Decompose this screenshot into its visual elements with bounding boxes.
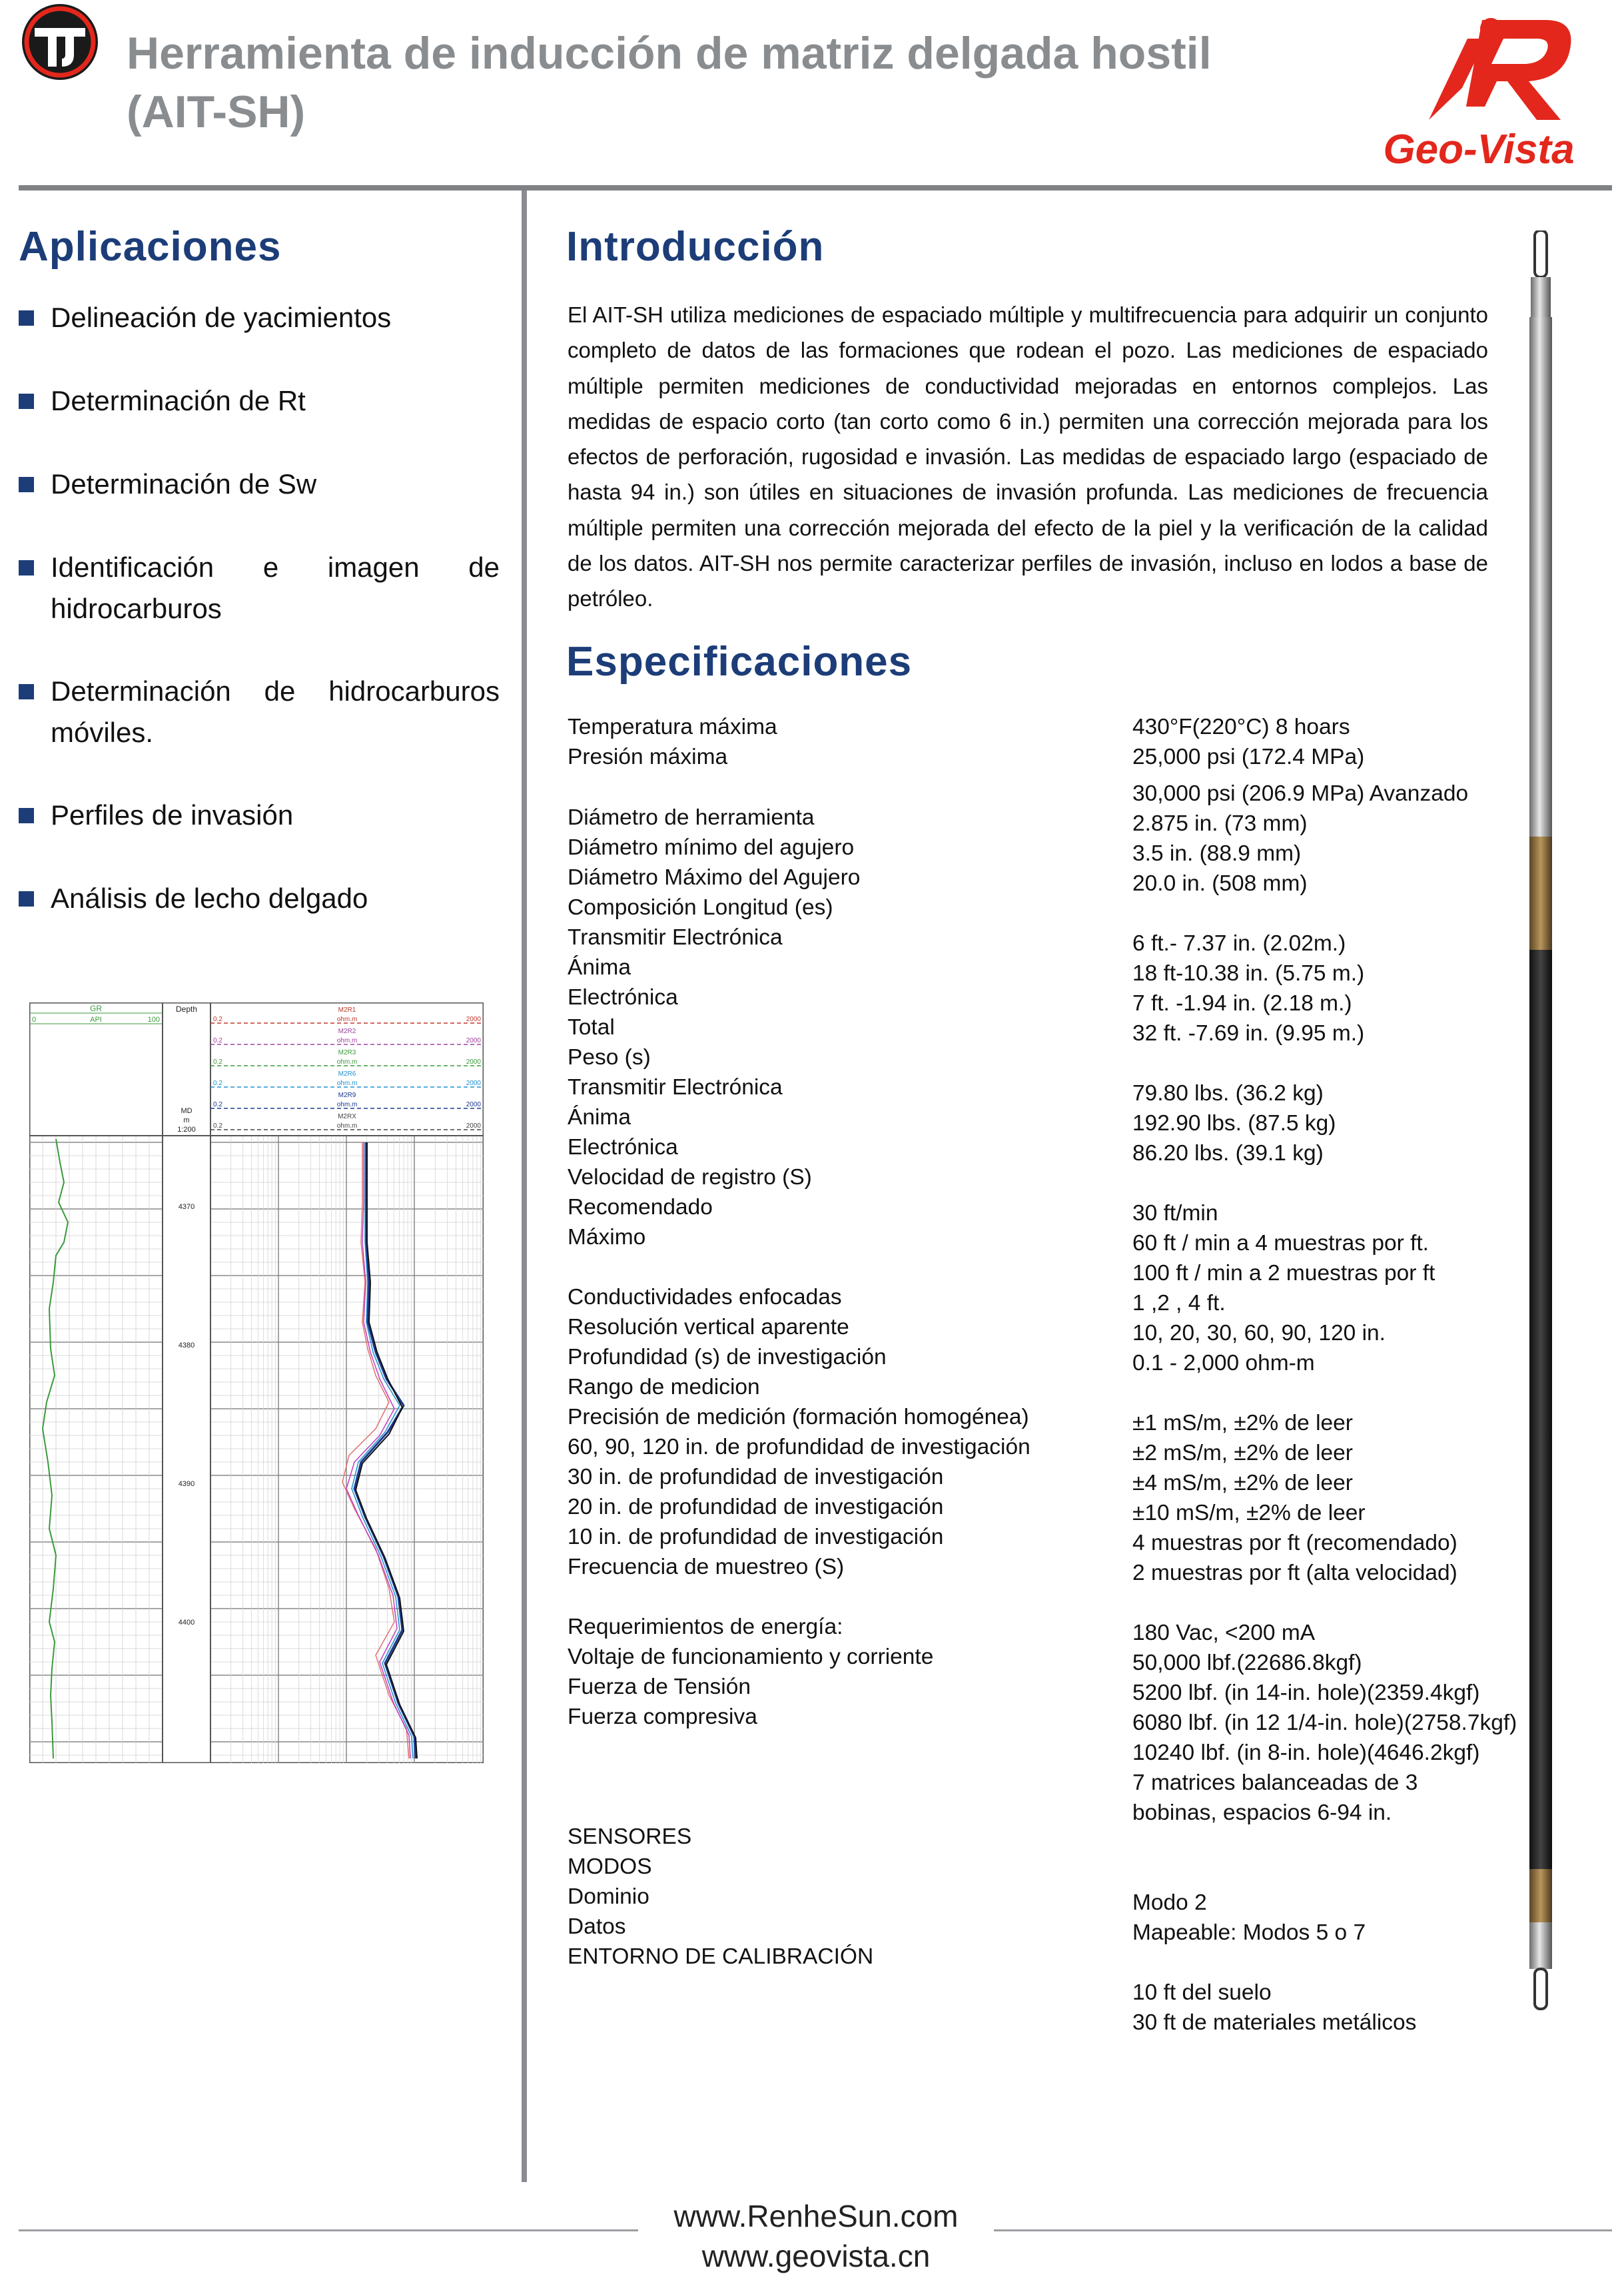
application-item [19, 671, 500, 753]
spec-value: 2.875 in. (73 mm) [1132, 811, 1308, 836]
spec-value: ±2 mS/m, ±2% de leer [1132, 1441, 1353, 1465]
spec-label: Transmitir Electrónica [568, 1075, 783, 1100]
application-item [19, 464, 500, 505]
curve-header-unit: ohm.m [336, 1101, 358, 1108]
spec-value: 60 ft / min a 4 muestras por ft. [1132, 1231, 1429, 1256]
introduction-paragraph: El AIT-SH utiliza mediciones de espaciado múltiple y multifrecuencia para adquirir un conjunto completo de datos de las formaciones que rodean el pozo. Las mediciones de espaciado múltiple permiten mediciones de conductividad mejoradas en entornos complejos. Las medidas de espacio corto (tan corto como 6 in.) permiten una corrección mejorada para los efectos de perforación, rugosidad e invasión. Las medidas de espaciado largo (espaciado de hasta 94 in.) son útiles en situaciones de invasión profunda. Las mediciones de frecuencia múltiple permiten una corrección mejorada del efecto de la piel y la verificación de la calidad de los datos. AIT-SH nos permite caracterizar perfiles de invasión, incluso en lodos a base de petróleo. [568, 302, 1488, 611]
spec-value: 25,000 psi (172.4 MPa) [1132, 745, 1365, 769]
spec-label: Temperatura máxima [568, 715, 777, 739]
spec-value: 0.1 - 2,000 ohm-m [1132, 1351, 1315, 1375]
spec-label: Composición Longitud (es) [568, 895, 833, 920]
spec-value: 30 ft de materiales metálicos [1132, 2010, 1417, 2035]
application-text: Delineación de yacimientos [51, 302, 392, 333]
curve-header-max: 2000 [466, 1080, 481, 1087]
curve-header-name: M2R3 [338, 1049, 356, 1056]
spec-label: Fuerza compresiva [568, 1705, 757, 1729]
spec-value: 430°F(220°C) 8 hoars [1132, 715, 1350, 739]
spec-label: 30 in. de profundidad de investigación [568, 1465, 944, 1489]
applications-heading: Aplicaciones [19, 224, 282, 270]
square-bullet-icon [19, 808, 34, 823]
spec-label: Diámetro mínimo del agujero [568, 835, 855, 860]
application-item [19, 380, 500, 422]
spec-value: 79.80 lbs. (36.2 kg) [1132, 1081, 1324, 1106]
spec-label: Resolución vertical aparente [568, 1315, 849, 1339]
spec-label: Recomendado [568, 1195, 713, 1220]
depth-unit-label: m [183, 1116, 190, 1124]
spec-label: Precisión de medición (formación homogénea) [568, 1405, 1029, 1429]
spec-label: SENSORES [568, 1824, 692, 1849]
application-text: Determinación de Sw [51, 468, 317, 500]
depth-label: 4390 [178, 1480, 195, 1488]
square-bullet-icon [19, 560, 34, 575]
square-bullet-icon [19, 891, 34, 907]
gr-curve-name: GR [90, 1004, 102, 1013]
square-bullet-icon [19, 394, 34, 409]
spec-value: ±4 mS/m, ±2% de leer [1132, 1471, 1353, 1495]
spec-value: 30,000 psi (206.9 MPa) Avanzado [1132, 781, 1469, 806]
application-text: Determinación de hidrocarburos móviles. [51, 675, 500, 748]
depth-label: 4370 [178, 1203, 195, 1211]
spec-value: 50,000 lbf.(22686.8kgf) [1132, 1651, 1362, 1675]
curve-header-min: 0.2 [213, 1122, 222, 1130]
spec-label: Conductividades enfocadas [568, 1285, 842, 1310]
spec-value: 192.90 lbs. (87.5 kg) [1132, 1111, 1336, 1136]
curve-header-name: M2R9 [338, 1092, 356, 1099]
geovista-logo [1349, 0, 1615, 170]
spec-value: 7 ft. -1.94 in. (2.18 m.) [1132, 991, 1352, 1016]
spec-value: 180 Vac, <200 mA [1132, 1621, 1316, 1645]
curve-header-name: M2R2 [338, 1028, 356, 1035]
spec-value: 10240 lbf. (in 8-in. hole)(4646.2kgf) [1132, 1740, 1480, 1765]
header-rule [19, 185, 1612, 191]
geovista-wordmark: Geo-Vista [1383, 127, 1575, 170]
spec-value: bobinas, espacios 6-94 in. [1132, 1800, 1392, 1825]
introduction-heading: Introducción [566, 224, 825, 270]
curve-header-max: 2000 [466, 1058, 481, 1066]
curve-header-max: 2000 [466, 1122, 481, 1130]
footer-rule-left [19, 2229, 638, 2231]
curve-header-unit: ohm.m [336, 1058, 358, 1066]
footer-link-geovista[interactable]: www.geovista.cn [701, 2239, 931, 2273]
spec-value: 6080 lbf. (in 12 1/4-in. hole)(2758.7kgf) [1132, 1711, 1517, 1735]
depth-label: 4380 [178, 1341, 195, 1349]
spec-value: 7 matrices balanceadas de 3 [1132, 1770, 1418, 1795]
document-title: Herramienta de inducción de matriz delgada hostil (AIT-SH) [127, 28, 1212, 137]
gr-scale-max: 100 [147, 1016, 160, 1024]
spec-label: Total [568, 1015, 615, 1040]
spec-value: 10, 20, 30, 60, 90, 120 in. [1132, 1321, 1386, 1345]
spec-value: 5200 lbf. (in 14-in. hole)(2359.4kgf) [1132, 1681, 1480, 1705]
spec-label: Datos [568, 1914, 626, 1939]
gr-scale-min: 0 [32, 1016, 37, 1024]
curve-header-min: 0.2 [213, 1016, 222, 1023]
specifications-heading: Especificaciones [566, 639, 913, 685]
spec-label: 20 in. de profundidad de investigación [568, 1495, 944, 1519]
square-bullet-icon [19, 684, 34, 699]
depth-track-title: Depth [175, 1004, 198, 1014]
curve-header-name: M2R1 [338, 1006, 356, 1014]
spec-label: Electrónica [568, 1135, 678, 1160]
curve-header-min: 0.2 [213, 1037, 222, 1044]
application-item [19, 878, 500, 919]
spec-value: Modo 2 [1132, 1890, 1207, 1915]
spec-value: 18 ft-10.38 in. (5.75 m.) [1132, 961, 1365, 986]
curve-header-max: 2000 [466, 1101, 481, 1108]
depth-md-label: MD [181, 1107, 193, 1115]
spec-label: MODOS [568, 1854, 652, 1879]
spec-value: Mapeable: Modos 5 o 7 [1132, 1920, 1366, 1945]
well-log-chart [29, 1002, 484, 1763]
application-text: Perfiles de invasión [51, 799, 294, 831]
application-text: Identificación e imagen de hidrocarburos [51, 552, 500, 624]
square-bullet-icon [19, 477, 34, 492]
application-text: Análisis de lecho delgado [51, 883, 368, 914]
square-bullet-icon [19, 310, 34, 326]
spec-value: 30 ft/min [1132, 1201, 1218, 1226]
spec-value: 20.0 in. (508 mm) [1132, 871, 1308, 896]
spec-label: Transmitir Electrónica [568, 925, 783, 950]
spec-value: 86.20 lbs. (39.1 kg) [1132, 1141, 1324, 1166]
curve-header-unit: ohm.m [336, 1080, 358, 1087]
curve-header-unit: ohm.m [336, 1016, 358, 1023]
curve-header-name: M2R6 [338, 1070, 356, 1078]
depth-scale-label: 1:200 [177, 1126, 196, 1134]
spec-label: Ánima [568, 955, 631, 980]
spec-label: Frecuencia de muestreo (S) [568, 1555, 845, 1579]
spec-label: Profundidad (s) de investigación [568, 1345, 887, 1369]
spec-label: 10 in. de profundidad de investigación [568, 1525, 944, 1549]
spec-label: Velocidad de registro (S) [568, 1165, 812, 1190]
spec-value: 1 ,2 , 4 ft. [1132, 1291, 1226, 1316]
spec-label: Requerimientos de energía: [568, 1615, 843, 1639]
curve-header-max: 2000 [466, 1037, 481, 1044]
depth-label: 4400 [178, 1619, 195, 1627]
curve-header-min: 0.2 [213, 1058, 222, 1066]
application-text: Determinación de Rt [51, 385, 306, 416]
spec-value: 10 ft del suelo [1132, 1980, 1272, 2005]
spec-label: Ánima [568, 1105, 631, 1130]
spec-label: Electrónica [568, 985, 678, 1010]
application-item [19, 297, 500, 338]
spec-label: Máximo [568, 1225, 646, 1250]
curve-header-min: 0.2 [213, 1101, 222, 1108]
spec-value: ±10 mS/m, ±2% de leer [1132, 1501, 1366, 1525]
spec-value: 4 muestras por ft (recomendado) [1132, 1531, 1457, 1555]
footer-link-renhesun[interactable]: www.RenheSun.com [673, 2199, 959, 2233]
curve-header-unit: ohm.m [336, 1122, 358, 1130]
spec-label: Voltaje de funcionamiento y corriente [568, 1645, 934, 1669]
gr-curve-unit: API [90, 1016, 102, 1024]
spec-label: Rango de medicion [568, 1375, 760, 1399]
curve-header-name: M2RX [338, 1113, 356, 1120]
spec-label: Diámetro Máximo del Agujero [568, 865, 861, 890]
curve-header-min: 0.2 [213, 1080, 222, 1087]
spec-label: Fuerza de Tensión [568, 1675, 751, 1699]
spec-value: 100 ft / min a 2 muestras por ft [1132, 1261, 1435, 1286]
spec-value: 32 ft. -7.69 in. (9.95 m.) [1132, 1021, 1365, 1046]
renhesun-logo [20, 3, 100, 81]
spec-label: Diámetro de herramienta [568, 805, 815, 830]
application-item [19, 547, 500, 629]
ait-sh-tool-image [1525, 230, 1556, 2022]
spec-label: Peso (s) [568, 1045, 651, 1070]
spec-label: 60, 90, 120 in. de profundidad de investigación [568, 1435, 1030, 1459]
spec-value: ±1 mS/m, ±2% de leer [1132, 1411, 1353, 1435]
spec-label: Presión máxima [568, 745, 728, 769]
spec-label: ENTORNO DE CALIBRACIÓN [568, 1944, 874, 1969]
footer-rule-right [994, 2229, 1612, 2231]
curve-header-unit: ohm.m [336, 1037, 358, 1044]
application-item [19, 795, 500, 836]
spec-label: Dominio [568, 1884, 649, 1909]
column-divider [522, 191, 527, 2182]
spec-value: 3.5 in. (88.9 mm) [1132, 841, 1302, 866]
curve-header-max: 2000 [466, 1016, 481, 1023]
spec-value: 6 ft.- 7.37 in. (2.02m.) [1132, 931, 1346, 956]
spec-value: 2 muestras por ft (alta velocidad) [1132, 1561, 1457, 1585]
